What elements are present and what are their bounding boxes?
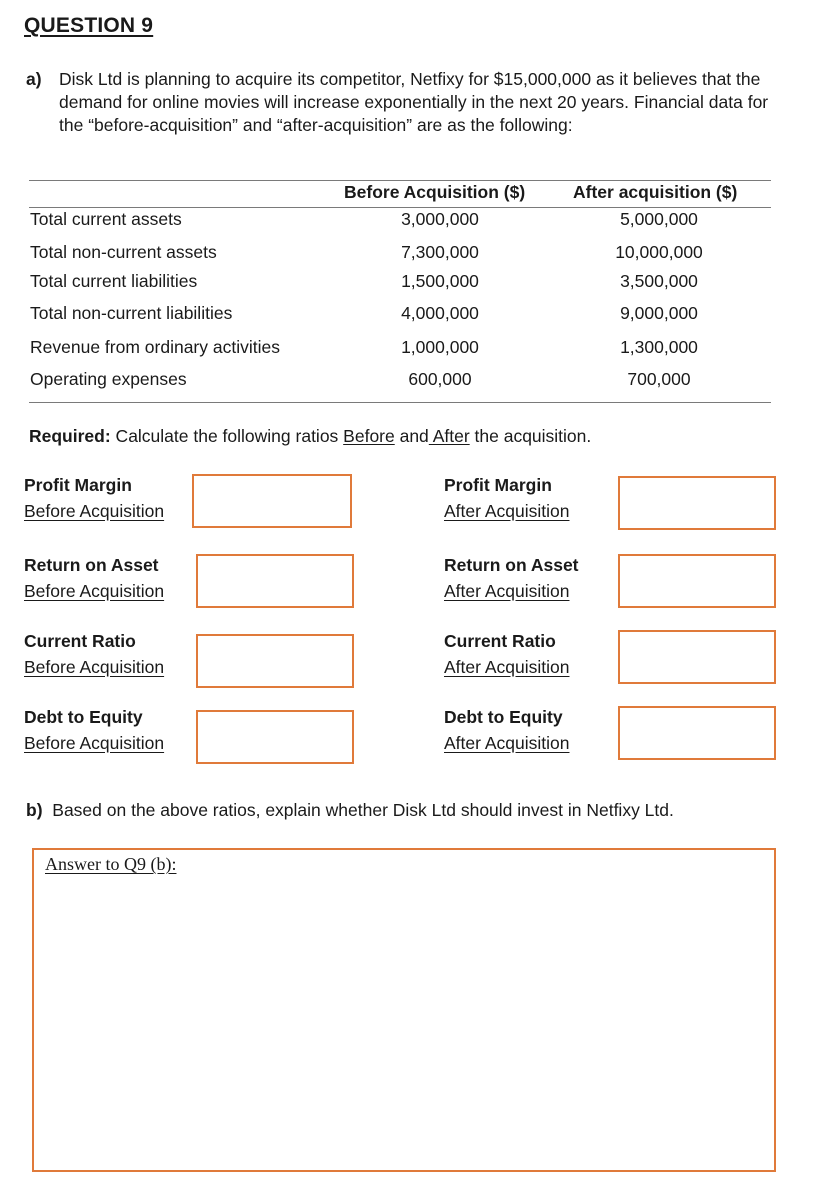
part-a-label: a): [26, 69, 42, 89]
row-after-value: 5,000,000: [620, 209, 698, 229]
required-before: Before: [343, 426, 395, 446]
row-before-value: 1,000,000: [401, 337, 479, 357]
required-instruction: [29, 426, 591, 447]
ratio-title: Current Ratio: [24, 631, 136, 651]
return-on-asset-before-input[interactable]: [196, 554, 354, 608]
row-label: Total non-current liabilities: [30, 303, 233, 323]
ratio-subtitle: Before Acquisition: [24, 581, 165, 601]
ratio-title: Return on Asset: [24, 555, 159, 575]
answer-textbox[interactable]: [32, 848, 776, 1172]
row-before-value: 3,000,000: [401, 209, 479, 229]
ratio-subtitle: After Acquisition: [444, 501, 570, 521]
ratio-title: Profit Margin: [444, 475, 552, 495]
ratio-title: Debt to Equity: [444, 707, 563, 727]
ratio-title: Debt to Equity: [24, 707, 143, 727]
ratio-subtitle: After Acquisition: [444, 657, 570, 677]
debt-to-equity-after-label: [444, 704, 569, 756]
part-a-text: Disk Ltd is planning to acquire its competitor, Netfixy for $15,000,000 as it believes that the demand for online movies will increase exponentially in the next 20 years. Financial data for the “before-acquisition” and “after-acquisition” are as the following:: [59, 69, 769, 135]
row-after-value: 3,500,000: [620, 271, 698, 291]
row-label: Total current assets: [30, 209, 182, 229]
required-label: Required:: [29, 426, 111, 446]
header-before: Before Acquisition ($): [344, 182, 526, 202]
profit-margin-before-label: [24, 472, 164, 524]
part-b-question: [26, 800, 674, 821]
table-top-rule: [29, 180, 771, 181]
row-after-value: 9,000,000: [620, 303, 698, 323]
debt-to-equity-before-input[interactable]: [196, 710, 354, 764]
debt-to-equity-after-input[interactable]: [618, 706, 776, 760]
row-before-value: 7,300,000: [401, 242, 479, 262]
ratio-title: Profit Margin: [24, 475, 132, 495]
row-before-value: 1,500,000: [401, 271, 479, 291]
question-title: QUESTION 9: [24, 14, 154, 37]
ratio-subtitle: Before Acquisition: [24, 733, 165, 753]
ratio-subtitle: Before Acquisition: [24, 501, 165, 521]
required-and: and: [394, 426, 429, 446]
ratio-title: Return on Asset: [444, 555, 579, 575]
ratio-subtitle: Before Acquisition: [24, 657, 165, 677]
current-ratio-before-input[interactable]: [196, 634, 354, 688]
row-after-value: 700,000: [627, 369, 691, 389]
row-label: Total current liabilities: [30, 271, 198, 291]
debt-to-equity-before-label: [24, 704, 164, 756]
part-b-label: b): [26, 800, 43, 820]
row-after-value: 10,000,000: [615, 242, 703, 262]
ratio-title: Current Ratio: [444, 631, 556, 651]
table-header-rule: [29, 207, 771, 208]
return-on-asset-after-label: [444, 552, 579, 604]
profit-margin-after-label: [444, 472, 569, 524]
current-ratio-before-label: [24, 628, 164, 680]
header-after: After acquisition ($): [573, 182, 738, 202]
profit-margin-after-input[interactable]: [618, 476, 776, 530]
return-on-asset-after-input[interactable]: [618, 554, 776, 608]
profit-margin-before-input[interactable]: [192, 474, 352, 528]
answer-label: Answer to Q9 (b):: [45, 854, 177, 874]
part-b-text: Based on the above ratios, explain whether Disk Ltd should invest in Netfixy Ltd.: [52, 800, 674, 820]
required-after: After: [428, 426, 470, 446]
row-label: Total non-current assets: [30, 242, 217, 262]
row-before-value: 600,000: [408, 369, 472, 389]
row-before-value: 4,000,000: [401, 303, 479, 323]
required-text-2: the acquisition.: [469, 426, 592, 446]
ratio-subtitle: After Acquisition: [444, 733, 570, 753]
current-ratio-after-input[interactable]: [618, 630, 776, 684]
required-text-1: Calculate the following ratios: [110, 426, 344, 446]
table-bottom-rule: [29, 402, 771, 403]
ratio-subtitle: After Acquisition: [444, 581, 570, 601]
return-on-asset-before-label: [24, 552, 164, 604]
current-ratio-after-label: [444, 628, 569, 680]
row-after-value: 1,300,000: [620, 337, 698, 357]
row-label: Operating expenses: [30, 369, 187, 389]
row-label: Revenue from ordinary activities: [30, 337, 280, 357]
